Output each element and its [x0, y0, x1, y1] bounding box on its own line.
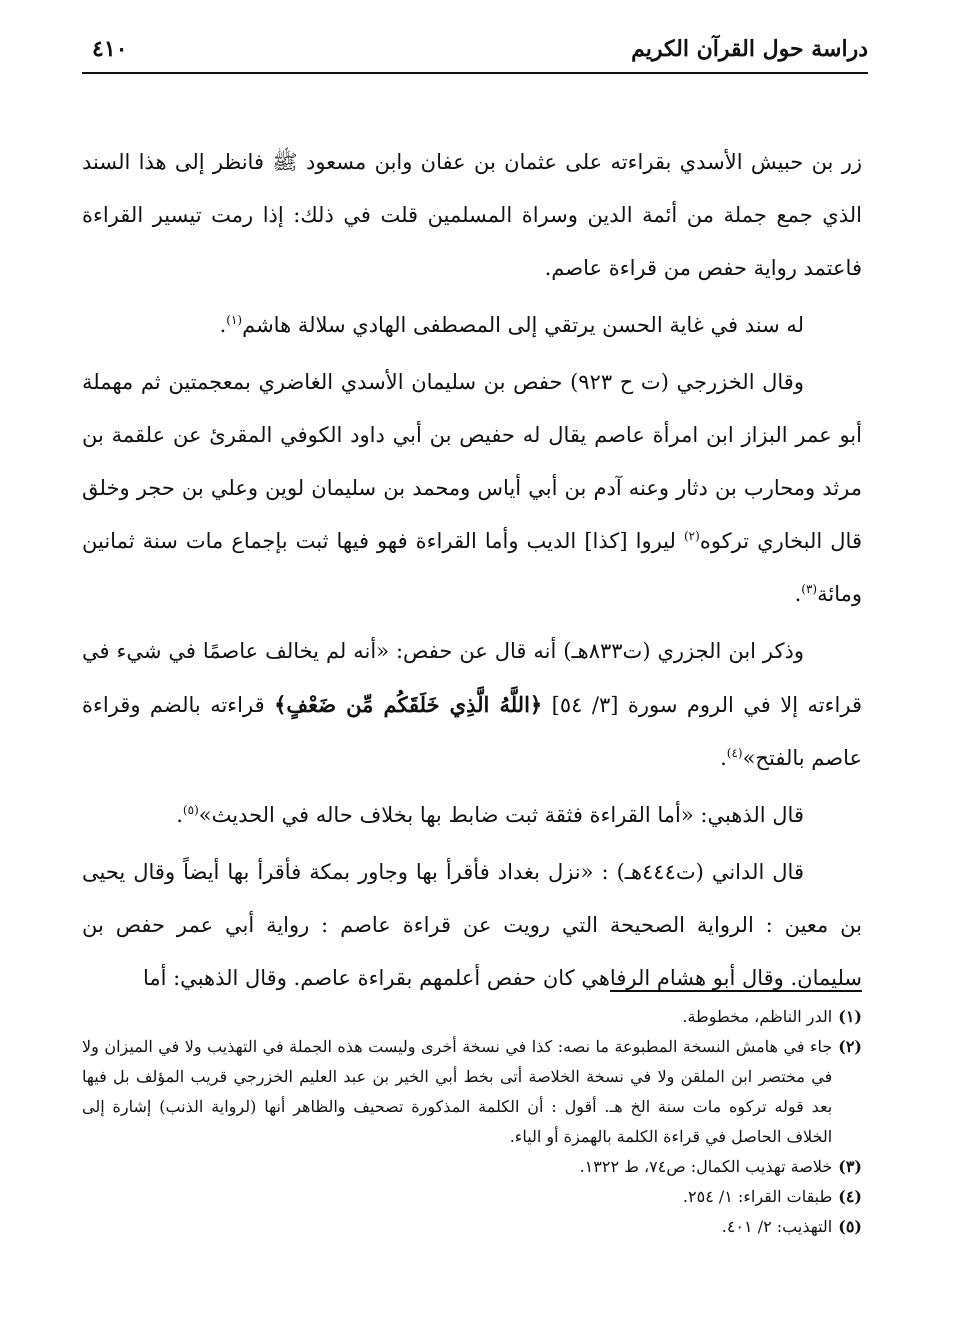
footnote-text: التهذيب: ٢/ ٤٠١.: [721, 1217, 833, 1236]
paragraph-4-text: قال الذهبي: «أما القراءة فثقة ثبت ضابط بها بخلاف حاله في الحديث»: [198, 803, 804, 827]
footnote-number: (٢): [838, 1037, 862, 1056]
footnote-text: طبقات القراء: ١/ ٢٥٤.: [682, 1187, 833, 1206]
running-header: [82, 32, 868, 74]
footnote-1: [82, 1002, 862, 1032]
footnote-ref-2: (٢): [683, 529, 700, 543]
paragraph-3-text-b: قراءته بالضم وقراءة عاصم بالفتح»: [82, 693, 862, 770]
verse-line: [82, 299, 862, 352]
footnote-5: [82, 1212, 862, 1242]
footnote-ref-4: (٤): [726, 746, 743, 760]
footnote-text: خلاصة تهذيب الكمال: ص٧٤، ط ١٣٢٢.: [579, 1157, 833, 1176]
paragraph-4-end: .: [176, 803, 183, 827]
paragraph-2: [82, 356, 862, 621]
paragraph-1: [82, 136, 862, 295]
footnote-3: [82, 1152, 862, 1182]
paragraph-2-text-a: وقال الخزرجي (ت ح ٩٢٣) حفص بن سليمان الأسدي الغاضري بمعجمتين ثم مهملة أبو عمر البزاز ابن امرأة عاصم يقال له حفيص بن أبي داود الكوفي المقرئ عن علقمة بن مرثد ومحارب بن دثار وعنه آدم بن أبي أياس ومحمد بن سليمان لوين وعلي بن حجر وخلق قال البخاري تركوه: [82, 370, 862, 553]
verse-end: .: [219, 313, 227, 337]
paragraph-2-text-b: ليروا [كذا] الديب وأما القراءة فهو فيها ثبت بإجماع مات سنة ثمانين ومائة: [82, 529, 862, 606]
footnote-4: [82, 1182, 862, 1212]
page-number: ٤١٠: [92, 36, 128, 62]
paragraph-1-text: زر بن حبيش الأسدي بقراءته على عثمان بن عفان وابن مسعود ﷺ فانظر إلى هذا السند الذي جمع جملة من أئمة الدين وسراة المسلمين قلت في ذلك: إذا رمت تيسير القراءة فاعتمد رواية حفص من قراءة عاصم.: [82, 150, 862, 280]
footnote-ref-5: (٥): [182, 803, 199, 817]
paragraph-3-text-a: وذكر ابن الجزري (ت٨٣٣هـ) أنه قال عن حفص: «أنه لم يخالف عاصمًا في شيء في قراءته إلا في الروم سورة [٣/ ٥٤]: [82, 639, 862, 717]
footnote-number: (٣): [838, 1157, 862, 1176]
paragraph-4: [82, 789, 862, 842]
footnote-number: (٤): [838, 1187, 862, 1206]
footnote-number: (٥): [838, 1217, 862, 1236]
quran-verse: ﴿اللَّهُ الَّذِي خَلَقَكُم مِّن ضَعْفٍ﴾: [274, 692, 543, 717]
paragraph-3-end: .: [720, 746, 727, 770]
footnote-ref-3: (٣): [801, 582, 818, 596]
footnote-text: الدر الناظم، مخطوطة.: [682, 1007, 833, 1026]
footnotes: [82, 1002, 862, 1242]
paragraph-3: [82, 625, 862, 785]
footnote-divider: [610, 990, 862, 992]
book-title: دراسة حول القرآن الكريم: [631, 36, 868, 62]
paragraph-2-end: .: [794, 582, 802, 606]
footnote-ref-1: (١): [226, 313, 243, 327]
footnote-text: جاء في هامش النسخة المطبوعة ما نصه: كذا في نسخة أخرى وليست هذه الجملة في التهذيب ولا في الميزان ولا في مختصر ابن الملقن ولا في نسخة الخلاصة أتى بخط أبي الخير بن عبد العليم الخزرجي قريب المؤلف بل فيها بعد قوله تركوه مات سنة الخ هـ. أقول : أن الكلمة المذكورة تصحيف والظاهر أنها (لرواية الذنب) إشارة إلى الخلاف الحاصل في قراءة الكلمة بالهمزة أو الياء.: [82, 1037, 833, 1146]
footnote-2: [82, 1032, 862, 1152]
paragraph-5: [82, 846, 862, 1005]
paragraph-5-text: قال الداني (ت٤٤٤هـ) : «نزل بغداد فأقرأ بها وجاور بمكة فأقرأ بها أيضاً وقال يحيى بن معين : الرواية الصحيحة التي رويت عن قراءة عاصم : رواية أبي عمر حفص بن سليمان. وقال أبو هشام الرفاهي كان حفص أعلمهم بقراءة عاصم. وقال الذهبي: أما: [82, 860, 862, 990]
verse-text: له سند في غاية الحسن يرتقي إلى المصطفى الهادي سلالة هاشم: [242, 313, 804, 337]
footnote-number: (١): [838, 1007, 862, 1026]
main-text: [82, 136, 862, 1009]
